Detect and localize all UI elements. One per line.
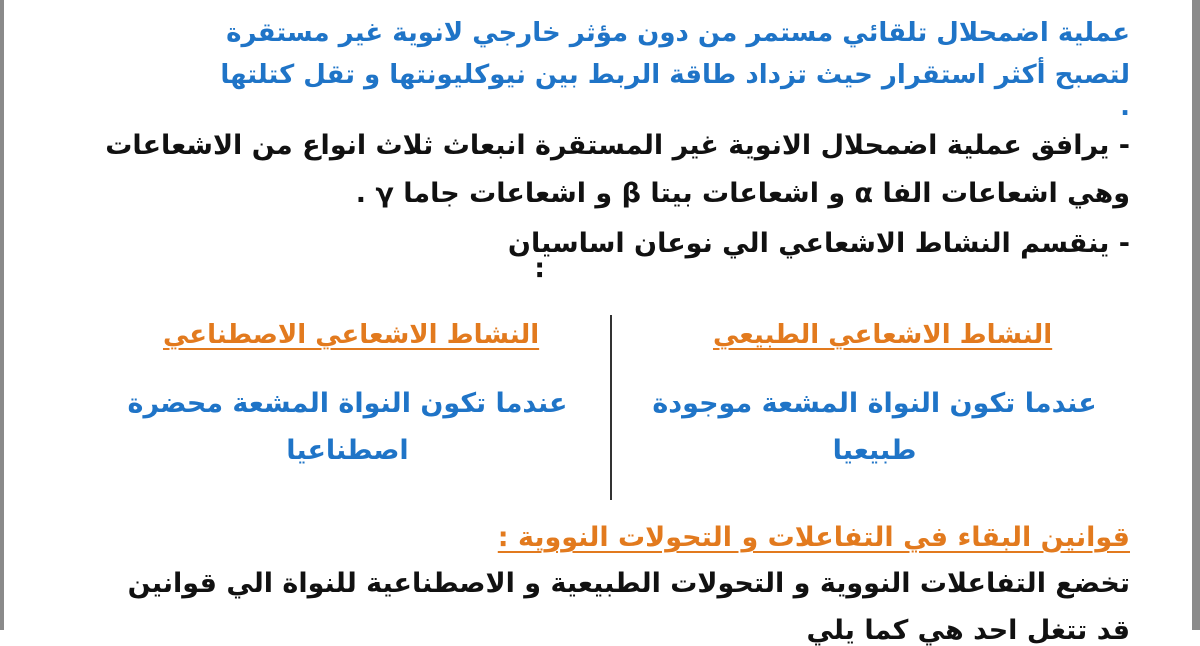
definition-line-3: .	[1120, 92, 1130, 122]
definition-line-1: عملية اضمحلال تلقائي مستمر من دون مؤثر خارجي لانوية غير مستقرة	[226, 18, 1130, 48]
page-right-edge	[1192, 0, 1200, 630]
emissions-line-2: وهي اشعاعات الفا α و اشعاعات بيتا β و اشعاعات جاما γ .	[355, 178, 1130, 209]
natural-activity-desc-line-2: طبيعيا	[832, 435, 917, 466]
natural-activity-heading: النشاط الاشعاعي الطبيعي	[713, 320, 1053, 350]
artificial-activity-desc-line-1: عندما تكون النواة المشعة محضرة	[127, 388, 568, 419]
emissions-line-1: - يرافق عملية اضمحلال الانوية غير المستقرة انبعاث ثلاث انواع من الاشعاعات	[105, 130, 1130, 161]
column-divider	[610, 315, 612, 500]
artificial-activity-desc-line-2: اصطناعيا	[286, 435, 409, 466]
conservation-line-2: قد تتغل احد هي كما يلي	[806, 615, 1130, 646]
definition-line-2: لتصبح أكثر استقرار حيث تزداد طاقة الربط بين نيوكليونتها و تقل كتلتها	[220, 60, 1130, 90]
page-left-edge	[0, 0, 4, 630]
conservation-line-1: تخضع التفاعلات النووية و التحولات الطبيعية و الاصطناعية للنواة الي قوانين	[127, 568, 1130, 599]
artificial-activity-heading: النشاط الاشعاعي الاصطناعي	[163, 320, 540, 350]
types-intro-line-1: - ينقسم النشاط الاشعاعي الي نوعان اساسيان	[507, 228, 1130, 259]
conservation-laws-heading: قوانين البقاء في التفاعلات و التحولات النووية :	[497, 522, 1130, 553]
types-intro-line-2: :	[534, 253, 545, 284]
natural-activity-desc-line-1: عندما تكون النواة المشعة موجودة	[652, 388, 1097, 419]
